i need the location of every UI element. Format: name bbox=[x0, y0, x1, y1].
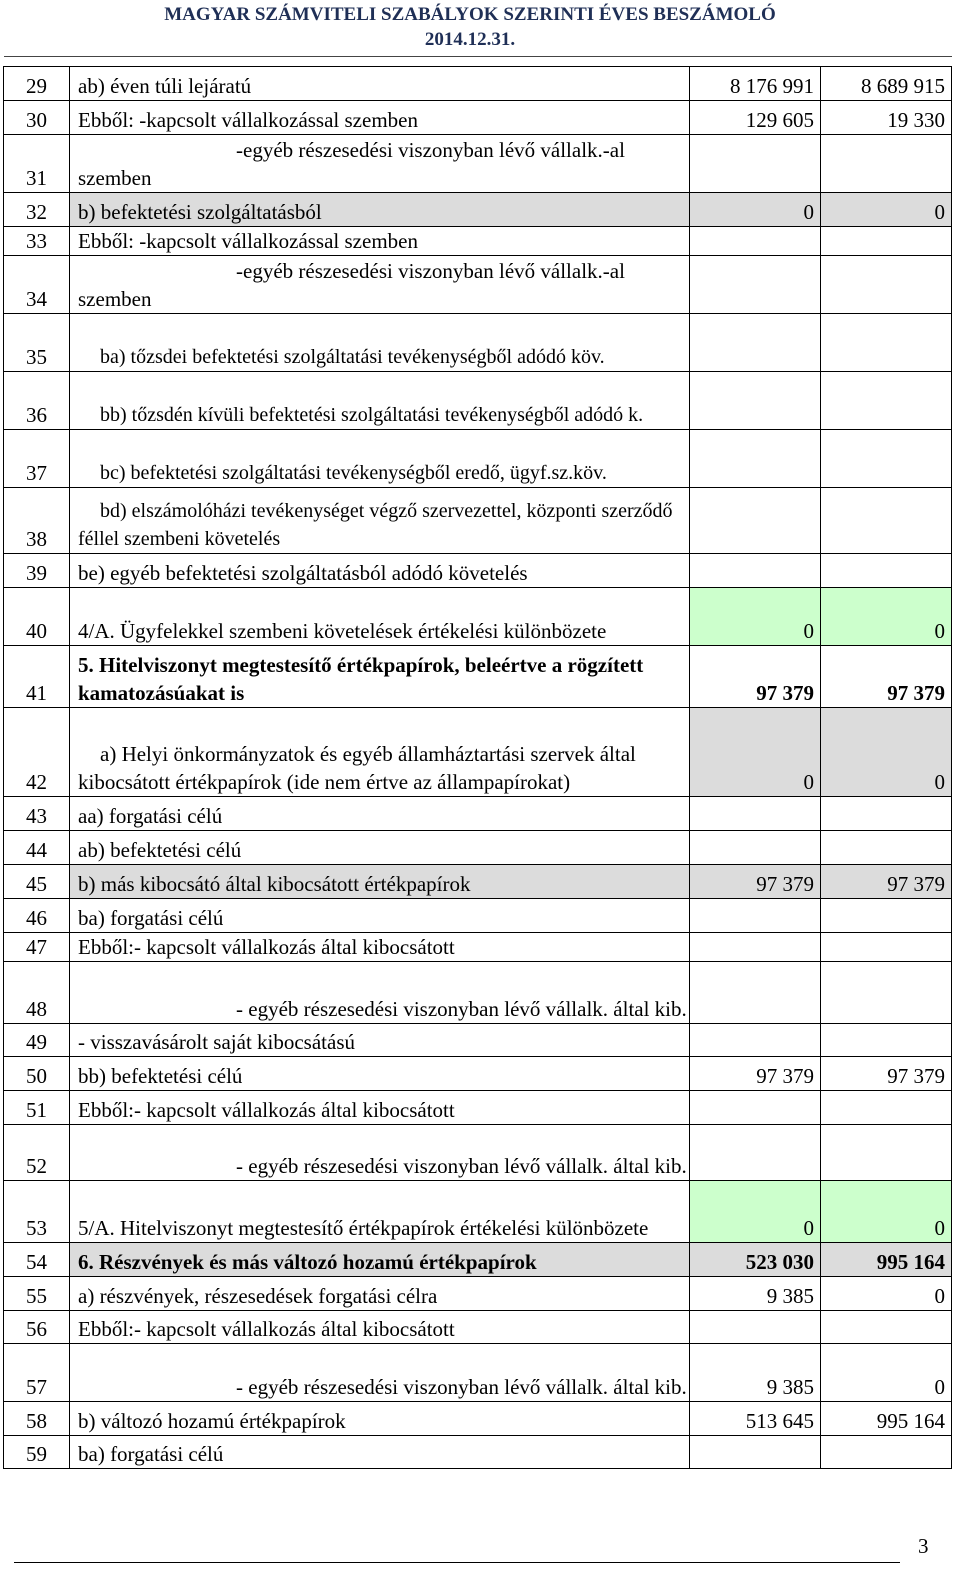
row-label: ba) forgatási célú bbox=[70, 1436, 690, 1469]
table-row bbox=[4, 1344, 952, 1402]
table-row bbox=[4, 554, 952, 588]
value-previous: 97 379 bbox=[821, 646, 952, 708]
row-label: Ebből:- kapcsolt vállalkozás által kibocsátott bbox=[70, 1091, 690, 1125]
row-label: ab) éven túli lejáratú bbox=[70, 67, 690, 101]
row-label: 5/A. Hitelviszonyt megtestesítő értékpapírok értékelési különbözete bbox=[70, 1181, 690, 1243]
row-number: 55 bbox=[4, 1277, 70, 1311]
row-number: 43 bbox=[4, 797, 70, 831]
table-row bbox=[4, 831, 952, 865]
value-previous: 8 689 915 bbox=[821, 67, 952, 101]
row-label: 5. Hitelviszonyt megtestesítő értékpapírok, beleértve a rögzített kamatozásúakat is bbox=[70, 646, 690, 708]
table-row bbox=[4, 962, 952, 1024]
value-previous: 995 164 bbox=[821, 1243, 952, 1277]
row-label: Ebből:- kapcsolt vállalkozás által kibocsátott bbox=[70, 1311, 690, 1344]
row-number: 44 bbox=[4, 831, 70, 865]
row-number: 32 bbox=[4, 193, 70, 227]
row-label: b) befektetési szolgáltatásból bbox=[70, 193, 690, 227]
table-row bbox=[4, 372, 952, 430]
value-previous bbox=[821, 372, 952, 430]
row-number: 30 bbox=[4, 101, 70, 135]
row-number: 40 bbox=[4, 588, 70, 646]
value-current bbox=[690, 899, 821, 933]
value-current bbox=[690, 1125, 821, 1181]
row-label: 4/A. Ügyfelekkel szembeni követelések értékelési különbözete bbox=[70, 588, 690, 646]
value-previous bbox=[821, 554, 952, 588]
value-current bbox=[690, 1311, 821, 1344]
table-row bbox=[4, 1057, 952, 1091]
value-previous: 97 379 bbox=[821, 865, 952, 899]
row-number: 48 bbox=[4, 962, 70, 1024]
value-previous bbox=[821, 135, 952, 193]
value-previous bbox=[821, 488, 952, 554]
row-number: 56 bbox=[4, 1311, 70, 1344]
row-label: bb) befektetési célú bbox=[70, 1057, 690, 1091]
value-previous: 97 379 bbox=[821, 1057, 952, 1091]
value-previous bbox=[821, 797, 952, 831]
row-number: 41 bbox=[4, 646, 70, 708]
table-row bbox=[4, 256, 952, 314]
table-row bbox=[4, 646, 952, 708]
value-previous bbox=[821, 256, 952, 314]
row-label: be) egyéb befektetési szolgáltatásból adódó követelés bbox=[70, 554, 690, 588]
value-previous bbox=[821, 1125, 952, 1181]
row-label: - egyéb részesedési viszonyban lévő vállalk. által kib. bbox=[70, 962, 690, 1024]
row-number: 38 bbox=[4, 488, 70, 554]
value-previous bbox=[821, 430, 952, 488]
row-number: 39 bbox=[4, 554, 70, 588]
value-current: 97 379 bbox=[690, 1057, 821, 1091]
page-number: 3 bbox=[918, 1534, 929, 1558]
table-row bbox=[4, 1436, 952, 1469]
table-row bbox=[4, 899, 952, 933]
table-row bbox=[4, 933, 952, 962]
row-label: aa) forgatási célú bbox=[70, 797, 690, 831]
table-row bbox=[4, 101, 952, 135]
value-current bbox=[690, 488, 821, 554]
value-current bbox=[690, 1091, 821, 1125]
row-number: 35 bbox=[4, 314, 70, 372]
row-number: 36 bbox=[4, 372, 70, 430]
table-row bbox=[4, 488, 952, 554]
value-current: 9 385 bbox=[690, 1344, 821, 1402]
row-label: - egyéb részesedési viszonyban lévő vállalk. által kib. bbox=[70, 1344, 690, 1402]
value-current: 523 030 bbox=[690, 1243, 821, 1277]
table-row bbox=[4, 1311, 952, 1344]
row-label: Ebből:- kapcsolt vállalkozás által kibocsátott bbox=[70, 933, 690, 962]
row-number: 29 bbox=[4, 67, 70, 101]
table-row bbox=[4, 1024, 952, 1057]
value-previous: 995 164 bbox=[821, 1402, 952, 1436]
value-previous bbox=[821, 831, 952, 865]
value-previous bbox=[821, 933, 952, 962]
row-label: bb) tőzsdén kívüli befektetési szolgáltatási tevékenységből adódó k. bbox=[70, 372, 690, 430]
row-label: a) részvények, részesedések forgatási célra bbox=[70, 1277, 690, 1311]
row-number: 50 bbox=[4, 1057, 70, 1091]
table-row bbox=[4, 314, 952, 372]
table-row bbox=[4, 1277, 952, 1311]
row-label: bd) elszámolóházi tevékenységet végző szervezettel, központi szerződő féllel szembeni követelés bbox=[70, 488, 690, 554]
row-label: - visszavásárolt saját kibocsátású bbox=[70, 1024, 690, 1057]
row-number: 46 bbox=[4, 899, 70, 933]
value-current bbox=[690, 256, 821, 314]
value-previous: 0 bbox=[821, 1344, 952, 1402]
value-previous bbox=[821, 1091, 952, 1125]
row-number: 31 bbox=[4, 135, 70, 193]
table-row bbox=[4, 430, 952, 488]
value-current bbox=[690, 933, 821, 962]
table-row bbox=[4, 1181, 952, 1243]
value-current bbox=[690, 227, 821, 256]
table-row bbox=[4, 227, 952, 256]
row-number: 57 bbox=[4, 1344, 70, 1402]
row-label: ba) forgatási célú bbox=[70, 899, 690, 933]
value-previous bbox=[821, 1311, 952, 1344]
table-row bbox=[4, 1243, 952, 1277]
value-previous: 0 bbox=[821, 193, 952, 227]
row-number: 51 bbox=[4, 1091, 70, 1125]
value-current bbox=[690, 1024, 821, 1057]
table-row bbox=[4, 67, 952, 101]
row-label: ba) tőzsdei befektetési szolgáltatási tevékenységből adódó köv. bbox=[70, 314, 690, 372]
table-row bbox=[4, 1091, 952, 1125]
row-number: 59 bbox=[4, 1436, 70, 1469]
row-number: 42 bbox=[4, 708, 70, 797]
row-number: 54 bbox=[4, 1243, 70, 1277]
value-current bbox=[690, 314, 821, 372]
value-previous bbox=[821, 962, 952, 1024]
table-row bbox=[4, 193, 952, 227]
table-row bbox=[4, 1402, 952, 1436]
row-label: 6. Részvények és más változó hozamú értékpapírok bbox=[70, 1243, 690, 1277]
row-label: b) más kibocsátó által kibocsátott értékpapírok bbox=[70, 865, 690, 899]
value-current: 129 605 bbox=[690, 101, 821, 135]
row-number: 33 bbox=[4, 227, 70, 256]
row-label: -egyéb részesedési viszonyban lévő vállalk.-al szemben bbox=[70, 256, 690, 314]
value-current: 0 bbox=[690, 588, 821, 646]
row-label: ab) befektetési célú bbox=[70, 831, 690, 865]
value-current: 513 645 bbox=[690, 1402, 821, 1436]
value-previous: 0 bbox=[821, 588, 952, 646]
row-label: a) Helyi önkormányzatok és egyéb államháztartási szervek által kibocsátott értékpapírok (ide nem értve az állampapírokat) bbox=[70, 708, 690, 797]
value-current bbox=[690, 372, 821, 430]
row-number: 49 bbox=[4, 1024, 70, 1057]
footer-divider bbox=[14, 1562, 900, 1563]
row-number: 53 bbox=[4, 1181, 70, 1243]
value-current: 97 379 bbox=[690, 865, 821, 899]
table-row bbox=[4, 797, 952, 831]
balance-sheet-table bbox=[3, 66, 952, 1469]
row-number: 37 bbox=[4, 430, 70, 488]
value-previous: 19 330 bbox=[821, 101, 952, 135]
value-current bbox=[690, 831, 821, 865]
value-previous bbox=[821, 227, 952, 256]
row-label: -egyéb részesedési viszonyban lévő vállalk.-al szemben bbox=[70, 135, 690, 193]
row-number: 47 bbox=[4, 933, 70, 962]
value-current bbox=[690, 962, 821, 1024]
value-previous bbox=[821, 1436, 952, 1469]
row-number: 45 bbox=[4, 865, 70, 899]
value-current: 0 bbox=[690, 708, 821, 797]
value-previous bbox=[821, 1024, 952, 1057]
value-current bbox=[690, 430, 821, 488]
row-number: 58 bbox=[4, 1402, 70, 1436]
report-date: 2014.12.31. bbox=[424, 29, 516, 50]
table-row bbox=[4, 708, 952, 797]
value-previous bbox=[821, 899, 952, 933]
value-current: 8 176 991 bbox=[690, 67, 821, 101]
table-row bbox=[4, 588, 952, 646]
row-number: 52 bbox=[4, 1125, 70, 1181]
value-previous bbox=[821, 314, 952, 372]
value-current bbox=[690, 135, 821, 193]
row-label: b) változó hozamú értékpapírok bbox=[70, 1402, 690, 1436]
value-current: 9 385 bbox=[690, 1277, 821, 1311]
row-number: 34 bbox=[4, 256, 70, 314]
value-current bbox=[690, 554, 821, 588]
row-label: Ebből: -kapcsolt vállalkozással szemben bbox=[70, 101, 690, 135]
value-previous: 0 bbox=[821, 1277, 952, 1311]
header-divider bbox=[4, 56, 952, 57]
value-current: 0 bbox=[690, 1181, 821, 1243]
value-previous: 0 bbox=[821, 708, 952, 797]
report-title: MAGYAR SZÁMVITELI SZABÁLYOK SZERINTI ÉVES BESZÁMOLÓ bbox=[164, 4, 776, 25]
value-current: 97 379 bbox=[690, 646, 821, 708]
value-current bbox=[690, 797, 821, 831]
table-row bbox=[4, 135, 952, 193]
table-row bbox=[4, 1125, 952, 1181]
value-current bbox=[690, 1436, 821, 1469]
row-label: bc) befektetési szolgáltatási tevékenységből eredő, ügyf.sz.köv. bbox=[70, 430, 690, 488]
value-current: 0 bbox=[690, 193, 821, 227]
table-row bbox=[4, 865, 952, 899]
row-label: - egyéb részesedési viszonyban lévő vállalk. által kib. bbox=[70, 1125, 690, 1181]
value-previous: 0 bbox=[821, 1181, 952, 1243]
row-label: Ebből: -kapcsolt vállalkozással szemben bbox=[70, 227, 690, 256]
